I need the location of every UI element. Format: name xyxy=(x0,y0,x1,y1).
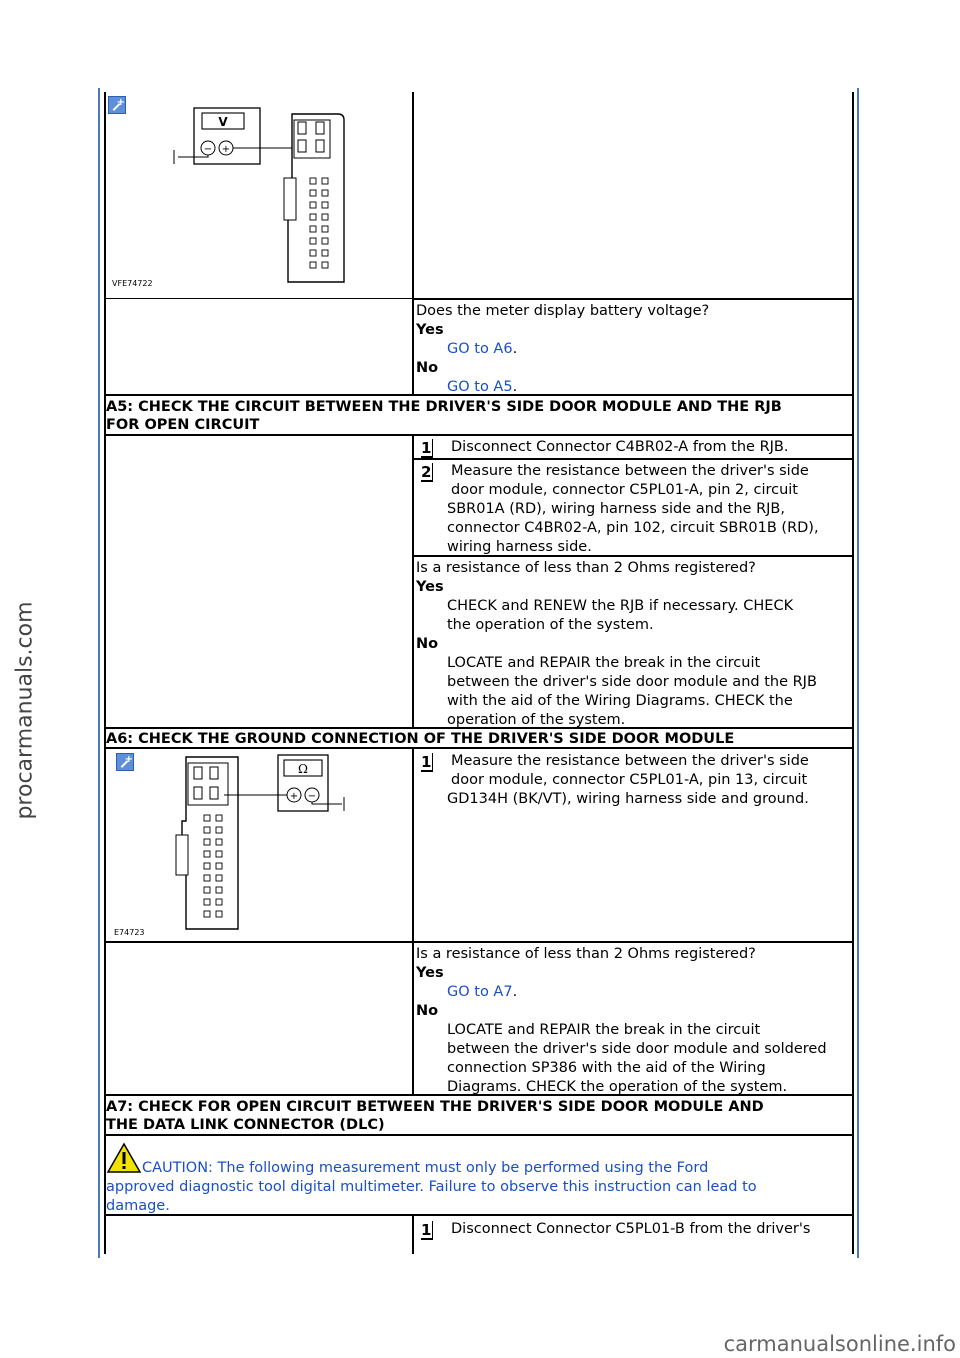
a7-title-line1: A7: CHECK FOR OPEN CIRCUIT BETWEEN THE DRIVER'S SIDE DOOR MODULE AND xyxy=(106,1099,764,1115)
a6-step1-line1: Measure the resistance between the driver's side xyxy=(451,753,809,769)
a5-no-line4: operation of the system. xyxy=(447,712,626,728)
q1-yes-link[interactable]: GO to A6 xyxy=(447,341,513,357)
hline-11 xyxy=(104,1214,854,1216)
q1-no-link[interactable]: GO to A5 xyxy=(447,379,513,395)
a7-step1-text: Disconnect Connector C5PL01-B from the driver's xyxy=(451,1221,811,1237)
a6-step1-line2: door module, connector C5PL01-A, pin 13, circuit xyxy=(451,772,808,788)
figure-code: VFE74722 xyxy=(112,279,153,288)
a6-no-line1: LOCATE and REPAIR the break in the circuit xyxy=(447,1022,761,1038)
meter-plus-sign: + xyxy=(221,144,231,155)
right-margin-line xyxy=(857,88,859,1258)
col-divider-3 xyxy=(412,747,414,1095)
a5-no-line3: with the aid of the Wiring Diagrams. CHECK the xyxy=(447,693,793,709)
col-divider-2 xyxy=(412,434,414,728)
a5-step2-line2: door module, connector C5PL01-A, pin 2, circuit xyxy=(451,482,798,498)
a5-yes-line1: CHECK and RENEW the RJB if necessary. CHECK xyxy=(447,598,794,614)
a6-question: Is a resistance of less than 2 Ohms registered? xyxy=(416,946,756,962)
a5-step1-number: 1 xyxy=(421,439,432,457)
a5-step2-line4: connector C4BR02-A, pin 102, circuit SBR01B (RD), xyxy=(447,520,819,536)
a5-yes-line2: the operation of the system. xyxy=(447,617,654,633)
a7-step1-number: 1 xyxy=(421,1221,432,1239)
a5-no-line2: between the driver's side door module and the RJB xyxy=(447,674,817,690)
col-divider-4 xyxy=(412,1214,414,1254)
q1-no-label: No xyxy=(416,360,439,376)
q1-question: Does the meter display battery voltage? xyxy=(416,303,710,319)
figure-code: E74723 xyxy=(114,928,145,937)
q1-yes-action: GO to A6. xyxy=(447,341,518,357)
a5-step2-number: 2 xyxy=(421,463,432,481)
a5-step2-line5: wiring harness side. xyxy=(447,539,592,555)
a5-no-label: No xyxy=(416,636,439,652)
left-margin-line xyxy=(98,88,100,1258)
sidebar-watermark: procarmanuals.com xyxy=(12,600,38,820)
a6-no-line4: Diagrams. CHECK the operation of the system. xyxy=(447,1079,788,1095)
a6-no-line2: between the driver's side door module and soldered xyxy=(447,1041,827,1057)
figure-ground-measurement xyxy=(106,749,412,941)
q1-yes-label: Yes xyxy=(416,322,444,338)
meter-symbol: V xyxy=(218,115,228,129)
a5-step2-line3: SBR01A (RD), wiring harness side and the RJB, xyxy=(447,501,785,517)
a7-caution-line2: approved diagnostic tool digital multimeter. Failure to observe this instruction can lead to xyxy=(106,1179,757,1195)
a5-title-line1: A5: CHECK THE CIRCUIT BETWEEN THE DRIVER'S SIDE DOOR MODULE AND THE RJB xyxy=(106,399,782,415)
q1-no-action: GO to A5. xyxy=(447,379,518,395)
a6-title: A6: CHECK THE GROUND CONNECTION OF THE DRIVER'S SIDE DOOR MODULE xyxy=(106,731,735,747)
hline-fig1-bottom xyxy=(106,298,412,299)
meter-minus-sign: − xyxy=(307,791,317,802)
col-divider-1 xyxy=(412,92,414,394)
meter-plus-sign: + xyxy=(289,791,299,802)
a5-yes-label: Yes xyxy=(416,579,444,595)
a6-step1-line3: GD134H (BK/VT), wiring harness side and ground. xyxy=(447,791,809,807)
figure-voltage-measurement xyxy=(106,94,412,298)
a5-step2-line1: Measure the resistance between the driver's side xyxy=(451,463,809,479)
meter-symbol: Ω xyxy=(298,762,308,776)
caution-icon xyxy=(106,1142,142,1174)
hline-4 xyxy=(412,458,854,460)
a7-title-line2: THE DATA LINK CONNECTOR (DLC) xyxy=(106,1117,385,1133)
a5-no-line1: LOCATE and REPAIR the break in the circuit xyxy=(447,655,761,671)
meter-minus-sign: − xyxy=(203,144,213,155)
a6-step1-number: 1 xyxy=(421,753,432,771)
table-right-border xyxy=(852,92,854,1254)
a6-no-label: No xyxy=(416,1003,439,1019)
a7-caution-line3: damage. xyxy=(106,1198,170,1214)
a5-title-line2: FOR OPEN CIRCUIT xyxy=(106,417,260,433)
hline-8 xyxy=(104,941,854,943)
a6-yes-action: GO to A7. xyxy=(447,984,518,1000)
a6-no-line3: connection SP386 with the aid of the Wiring xyxy=(447,1060,766,1076)
hline-1 xyxy=(412,298,854,300)
a6-yes-label: Yes xyxy=(416,965,444,981)
footer-watermark: carmanualsonline.info xyxy=(723,1332,956,1356)
a6-yes-link[interactable]: GO to A7 xyxy=(447,984,513,1000)
a5-step1-text: Disconnect Connector C4BR02-A from the RJB. xyxy=(451,439,789,455)
a5-question: Is a resistance of less than 2 Ohms registered? xyxy=(416,560,756,576)
a7-caution-line1: CAUTION: The following measurement must only be performed using the Ford xyxy=(142,1160,709,1176)
